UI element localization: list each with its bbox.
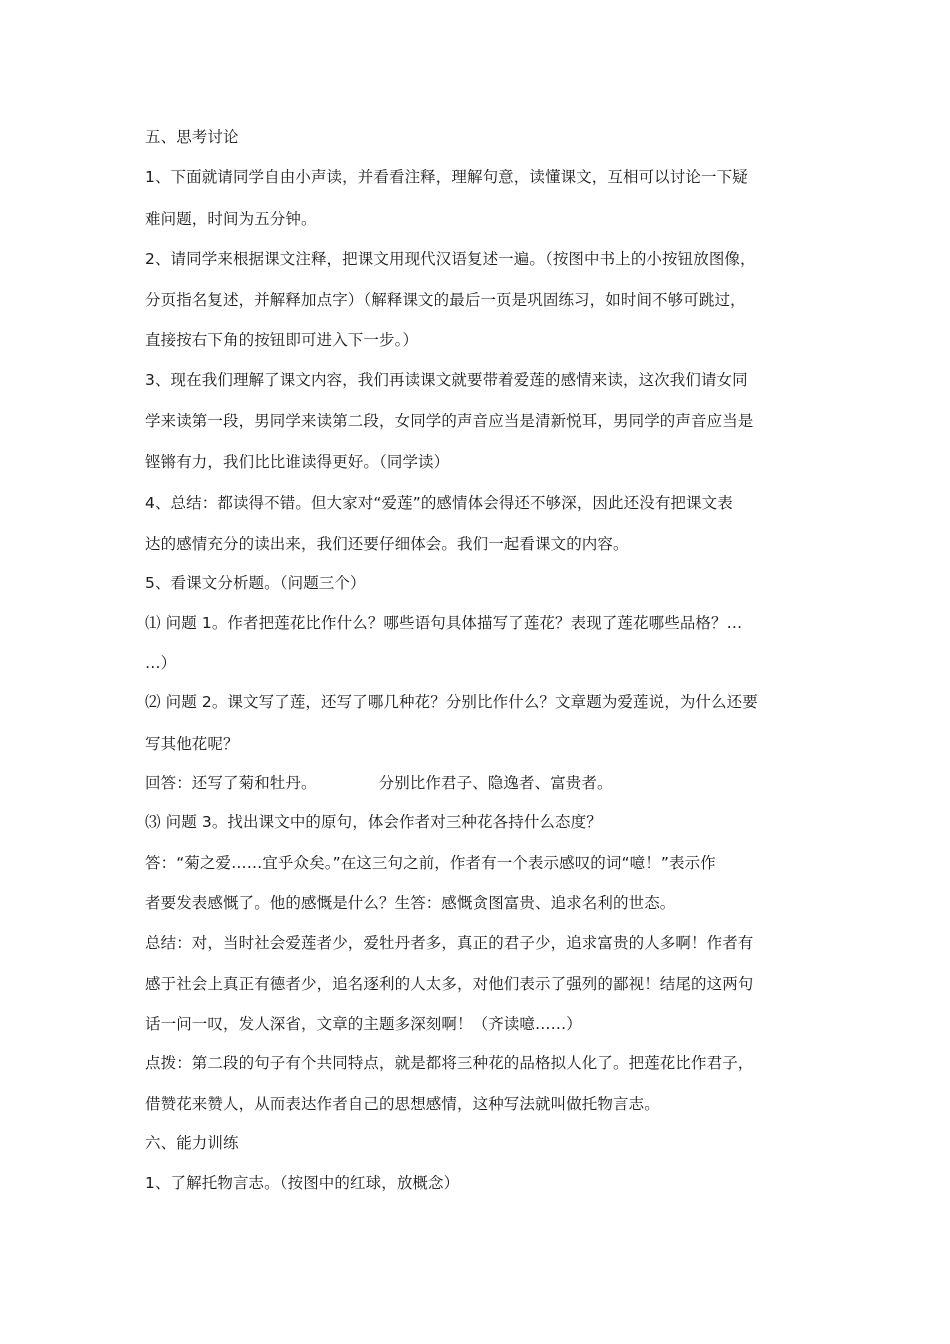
tip-line: 点拨：第二段的句子有个共同特点，就是都将三种花的品格拟人化了。把莲花比作君子，: [145, 1054, 754, 1072]
paragraph-line: 4、总结：都读得不错。但大家对“爱莲”的感情体会得还不够深，因此还没有把课文表: [145, 494, 733, 512]
paragraph-line: 难问题，时间为五分钟。: [145, 210, 317, 228]
paragraph-line: 1、了解托物言志。（按图中的红球，放概念）: [145, 1174, 460, 1192]
answer-part-2: 分别比作君子、隐逸者、富贵者。: [378, 774, 613, 792]
paragraph-line: 达的感情充分的读出来，我们还要仔细体会。我们一起看课文的内容。: [145, 535, 629, 553]
summary-line: 话一问一叹，发人深省，文章的主题多深刻啊！（齐读噫……）: [145, 1015, 582, 1033]
section-heading-discussion: 五、思考讨论: [145, 128, 239, 146]
answer-line: [145, 773, 613, 793]
question-line: ⑴ 问题 1。作者把莲花比作什么？哪些语句具体描写了莲花？表现了莲花哪些品格？…: [145, 614, 743, 632]
question-line: …）: [145, 654, 177, 672]
answer-line: 者要发表感慨了。他的感慨是什么？生答：感慨贪图富贵、追求名利的世态。: [145, 894, 676, 912]
question-line: 写其他花呢？: [145, 735, 239, 753]
paragraph-line: 5、看课文分析题。（问题三个）: [145, 574, 366, 592]
section-heading-ability-training: 六、能力训练: [145, 1134, 239, 1152]
paragraph-line: 直接按右下角的按钮即可进入下一步。）: [145, 331, 419, 349]
paragraph-line: 1、下面就请同学自由小声读，并看看注释，理解句意，读懂课文，互相可以讨论一下疑: [145, 168, 748, 186]
question-line: ⑶ 问题 3。找出课文中的原句，体会作者对三种花各持什么态度？: [145, 813, 602, 831]
paragraph-line: 3、现在我们理解了课文内容，我们再读课文就要带着爱莲的感情来读，这次我们请女同: [145, 371, 748, 389]
question-line: ⑵ 问题 2。课文写了莲，还写了哪几种花？分别比作什么？文章题为爱莲说，为什么还要: [145, 693, 758, 711]
paragraph-line: 分页指名复述，并解释加点字）（解释课文的最后一页是巩固练习，如时间不够可跳过，: [145, 291, 746, 309]
summary-line: 总结：对，当时社会爱莲者少，爱牡丹者多，真正的君子少，追求富贵的人多啊！作者有: [145, 934, 754, 952]
summary-line: 感于社会上真正有德者少，追名逐利的人太多，对他们表示了强列的鄙视！结尾的这两句: [145, 975, 754, 993]
paragraph-line: 2、请同学来根据课文注释，把课文用现代汉语复述一遍。（按图中书上的小按钮放图像，: [145, 250, 756, 268]
answer-part-1: 回答：还写了菊和牡丹。: [145, 774, 317, 792]
paragraph-line: 铿锵有力，我们比比谁读得更好。（同学读）: [145, 453, 450, 471]
answer-line: 答：“菊之爱……宜乎众矣。”在这三句之前，作者有一个表示感叹的词“噫！”表示作: [145, 854, 716, 872]
tip-line: 借赞花来赞人，从而表达作者自己的思想感情，这种写法就叫做托物言志。: [145, 1095, 660, 1113]
paragraph-line: 学来读第一段，男同学来读第二段，女同学的声音应当是清新悦耳，男同学的声音应当是: [145, 412, 754, 430]
